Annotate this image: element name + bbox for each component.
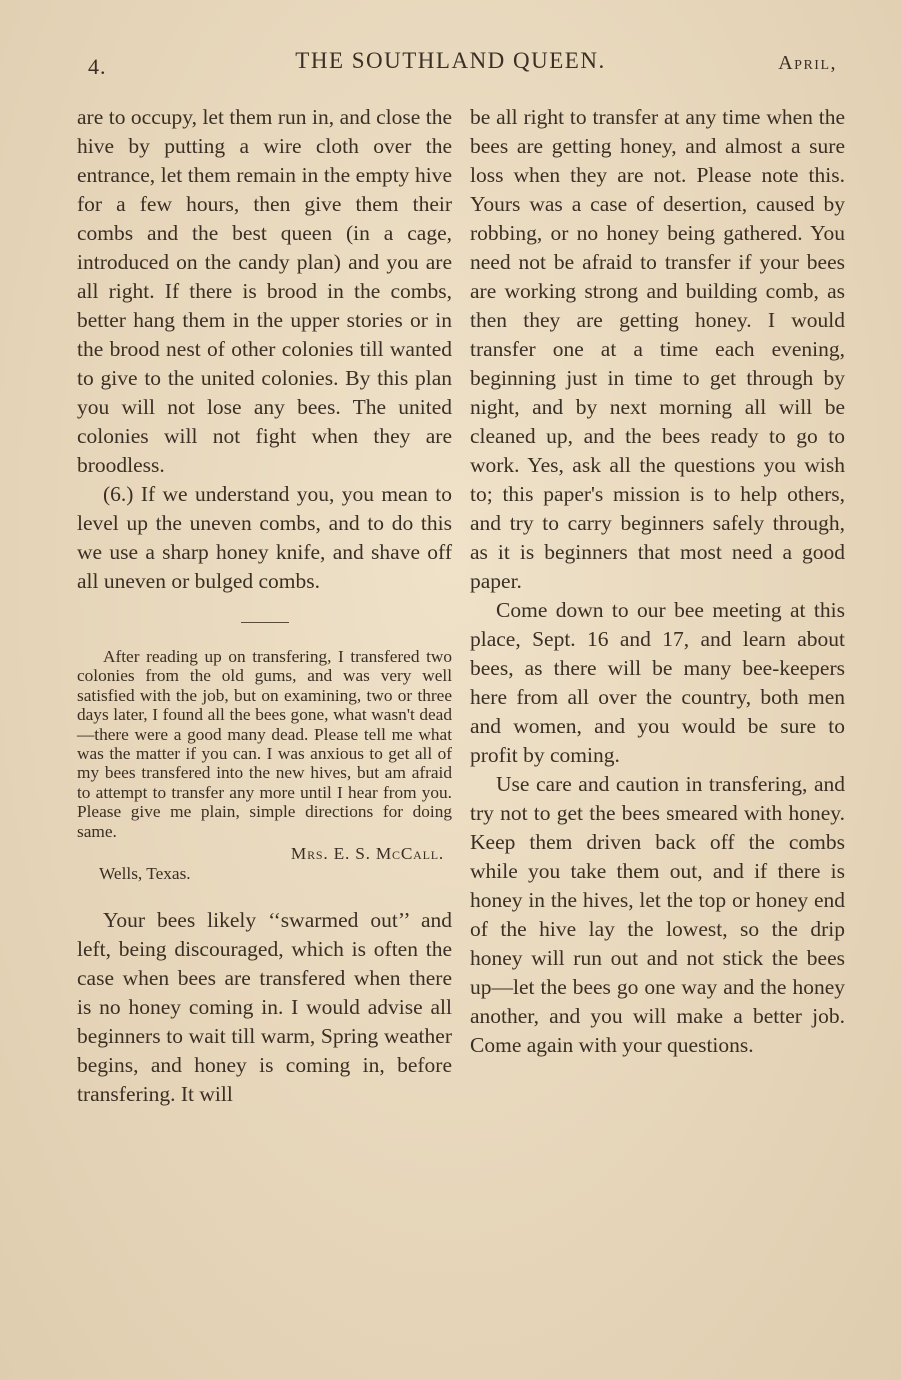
page-number: 4. (88, 54, 107, 79)
left-column (77, 103, 452, 1109)
reader-letter (77, 647, 452, 884)
reply-paragraph-continued: be all right to transfer at any time when the bees are getting honey, and almost a sure loss when they are not. Please note this. Yours was a case of desertion, caused by robbing, or no honey being gathered. You need not be afraid to transfer if your bees are working strong and building comb, as then they are getting honey. I would transfer one at a time each evening, beginning just in time to get through by night, and by next morning all will be cleaned up, and the bees ready to go to work. Yes, ask all the questions you wish to; this paper's mission is to help others, and try to carry beginners safely through, as it is beginners that most need a good paper. (470, 105, 845, 593)
letter-body: After reading up on transfering, I transfered two colonies from the old gums, and was very well satisfied with the job, but on examining, two or three days later, I found all the bees gone, what wasn't dead—there were a good many dead. Please tell me what was the matter if you can. I was anxious to get all of my bees transfered into the new hives, but am afraid to attempt to transfer any more until I hear from you. Please give me plain, simple directions for doing same. (77, 647, 452, 841)
right-column (470, 103, 845, 1060)
caution-paragraph: Use care and caution in transfering, and try not to get the bees smeared with honey. Keep them driven back off the combs while you take them out, and if there is honey in the hives, let the top or honey end of the hive lay the lowest, so the drip honey will run out and not stick the bees up—let the bees go one way and the honey another, and you will make a better job. Come again with your questions. (470, 772, 845, 1057)
bee-meeting-paragraph: Come down to our bee meeting at this place, Sept. 16 and 17, and learn about bees, as there will be many bee-keepers here from all over the country, both men and women, and you would be sure to profit by coming. (470, 598, 845, 767)
section-divider (241, 622, 289, 623)
journal-title: THE SOUTHLAND QUEEN. (295, 48, 606, 73)
answer-paragraph-continued: are to occupy, let them run in, and close the hive by putting a wire cloth over the entrance, let them remain in the empty hive for a few hours, then give them their combs and the best queen (in a cage, introduced on the candy plan) and you are all right. If there is brood in the combs, better hang them in the upper stories or in the brood nest of other colonies till wanted to give to the united colonies. By this plan you will not lose any bees. The united colonies will not fight when they are broodless. (77, 105, 452, 477)
reply-paragraph: Your bees likely ‘‘swarmed out’’ and left, being discouraged, which is often the case when bees are transfered when there is no honey coming in. I would advise all beginners to wait till warm, Spring weather begins, and honey is coming in, before transfering. It will (77, 908, 452, 1107)
spacer (77, 884, 452, 906)
letter-location: Wells, Texas. (99, 864, 191, 884)
answer-paragraph-6: (6.) If we understand you, you mean to level up the uneven combs, and to do this we use a sharp honey knife, and shave off all uneven or bulged combs. (77, 482, 452, 593)
running-header (0, 44, 901, 80)
letter-signature: Mrs. E. S. McCall. (290, 844, 444, 864)
issue-month: April, (778, 52, 837, 74)
